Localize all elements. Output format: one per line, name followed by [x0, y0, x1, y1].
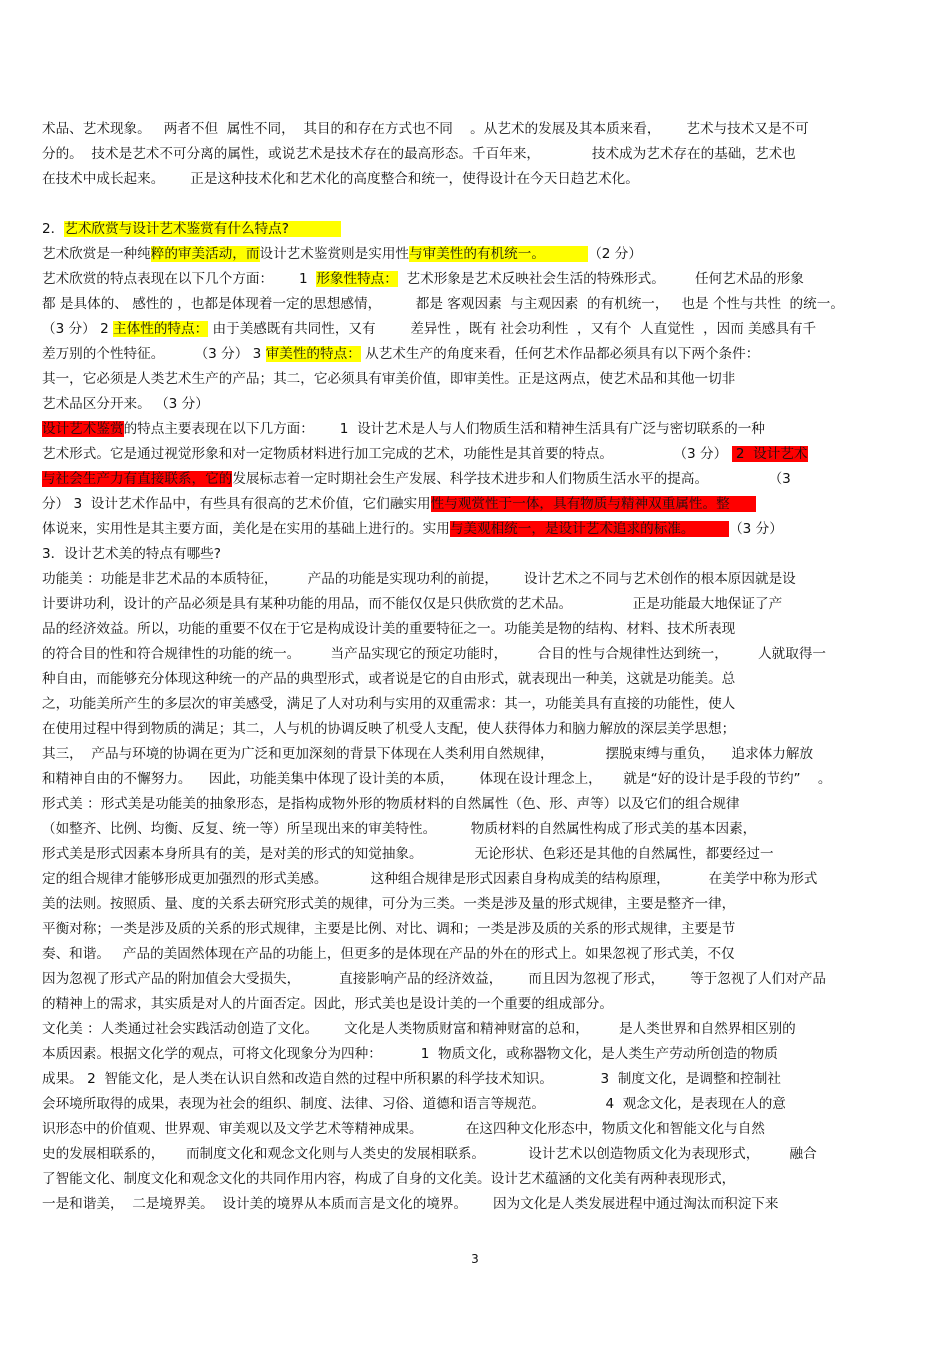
- text-line: [42, 618, 910, 640]
- text-run: 艺术欣赏的特点表现在以下几个方面： 1: [42, 271, 317, 287]
- highlight-red: 与美观相统一，是设计艺术追求的标准。: [449, 521, 730, 537]
- highlight-yellow: 粹的审美活动，而: [150, 246, 260, 262]
- text-run: 差万别的个性特征。 （3 分） 3: [42, 346, 266, 362]
- text-line: [42, 543, 910, 565]
- text-run: （3 分） 2: [42, 321, 114, 337]
- text-line: [42, 268, 910, 290]
- text-line: [42, 243, 910, 265]
- text-run: 都 是具体的、 感性的 ，也都是体现着一定的思想感情， 都是 客观因素 与主观因素 的有机统一， 也是 个性与共性 的统一。: [42, 296, 844, 312]
- highlight-red: 性与观赏性于一体，具有物质与精神双重属性。整: [430, 496, 756, 512]
- text-line: [42, 168, 910, 190]
- text-run: 种自由，而能够充分体现这种统一的产品的典型形式，或者说是它的自由形式，就表现出一种美，这就是功能美。总: [42, 671, 736, 687]
- text-run: 了智能文化、制度文化和观念文化的共同作用内容，构成了自身的文化美。设计艺术蕴涵的文化美有两种表现形式，: [42, 1171, 736, 1187]
- highlight-yellow: 与审美性的有机统一。: [409, 246, 589, 262]
- text-run: 之，功能美所产生的多层次的审美感受，满足了人对功利与实用的双重需求：其一，功能美具有直接的功能性，使人: [42, 696, 736, 712]
- text-line: [42, 518, 910, 540]
- text-line: [42, 568, 910, 590]
- text-line: [42, 768, 910, 790]
- text-line: [42, 1093, 910, 1115]
- highlight-yellow: 审美性的特点：: [265, 346, 361, 362]
- text-line: [42, 218, 910, 240]
- text-run: 形式美是形式因素本身所具有的美，是对美的形式的知觉抽象。 无论形状、色彩还是其他的自然属性，都要经过一: [42, 846, 774, 862]
- highlight-red: 设计艺术鉴赏: [42, 421, 124, 437]
- text-run: 艺术品区分开来。 （3 分）: [42, 396, 209, 412]
- text-line: [42, 368, 910, 390]
- text-run: 设计艺术鉴赏则是实用性: [259, 246, 410, 262]
- text-line: [42, 293, 910, 315]
- highlight-yellow: 艺术欣赏与设计艺术鉴赏有什么特点?: [64, 221, 341, 237]
- text-run: 史的发展相联系的， 而制度文化和观念文化则与人类史的发展相联系。 设计艺术以创造物质文化为表现形式， 融合: [42, 1146, 817, 1162]
- highlight-yellow: 形象性特点：: [316, 271, 398, 287]
- text-run: 3．设计艺术美的特点有哪些?: [42, 546, 221, 562]
- text-run: 分） 3 设计艺术作品中，有些具有很高的艺术价值，它们融实用: [42, 496, 431, 512]
- text-run: 功能美 ：功能是非艺术品的本质特征， 产品的功能是实现功利的前提， 设计艺术之不同与艺术创作的根本原因就是设: [42, 571, 796, 587]
- text-run: 艺术形式。它是通过视觉形象和对一定物质材料进行加工完成的艺术，功能性是其首要的特点。 （3 分）: [42, 446, 732, 462]
- text-line: [42, 968, 910, 990]
- highlight-red: 2 设计艺术: [731, 446, 808, 462]
- text-line: [42, 1118, 910, 1140]
- text-line: [42, 918, 910, 940]
- text-line: [42, 668, 910, 690]
- text-run: 文化美 ：人类通过社会实践活动创造了文化。 文化是人类物质财富和精神财富的总和， 是人类世界和自然界相区别的: [42, 1021, 796, 1037]
- text-line: [42, 318, 910, 340]
- text-run: （2 分）: [588, 246, 642, 262]
- text-line: [42, 1168, 910, 1190]
- text-run: 美的法则。按照质、量、度的关系去研究形式美的规律，可分为三类。一类是涉及量的形式规律，主要是整齐一律，: [42, 896, 736, 912]
- text-line: [42, 793, 910, 815]
- text-run: 的特点主要表现在以下几方面： 1 设计艺术是人与人们物质生活和精神生活具有广泛与密切联系的一种: [123, 421, 765, 437]
- text-run: 从艺术生产的角度来看，任何艺术作品都必须具有以下两个条件：: [360, 346, 760, 362]
- text-line: [42, 1043, 910, 1065]
- text-run: 术品、艺术现象。 两者不但 属性不同， 其目的和存在方式也不同 。从艺术的发展及其本质来看， 艺术与技术又是不可: [42, 121, 809, 137]
- text-line: [42, 818, 910, 840]
- text-line: [42, 393, 910, 415]
- text-line: [42, 1193, 910, 1215]
- text-run: 品的经济效益。所以，功能的重要不仅在于它是构成设计美的重要特征之一。功能美是物的结构、材料、技术所表现: [42, 621, 736, 637]
- text-run: 发展标志着一定时期社会生产发展、科学技术进步和人们物质生活水平的提高。 （3: [232, 471, 791, 487]
- page-number: 3: [471, 1252, 479, 1266]
- text-line: [42, 993, 910, 1015]
- highlight-red: 与社会生产力有直接联系，它的: [42, 471, 233, 487]
- text-run: 分的。 技术是艺术不可分离的属性，或说艺术是技术存在的最高形态。千百年来， 技术成为艺术存在的基础，艺术也: [42, 146, 796, 162]
- text-run: 成果。 2 智能文化，是人类在认识自然和改造自然的过程中所积累的科学技术知识。 3 制度文化，是调整和控制社: [42, 1071, 781, 1087]
- text-run: 在技术中成长起来。 正是这种技术化和艺术化的高度整合和统一，使得设计在今天日趋艺术化。: [42, 171, 639, 187]
- text-line: [42, 868, 910, 890]
- text-run: 由于美感既有共同性，又有 差异性 ，既有 社会功利性 ，又有个 人直觉性 ，因而 美感具有千: [208, 321, 817, 337]
- text-run: 体说来，实用性是其主要方面，美化是在实用的基础上进行的。实用: [42, 521, 450, 537]
- text-run: （3 分）: [729, 521, 783, 537]
- text-line: [42, 593, 910, 615]
- text-run: 奏、和谐。 产品的美固然体现在产品的功能上，但更多的是体现在产品的外在的形式上。如果忽视了形式美，不仅: [42, 946, 735, 962]
- text-run: 平衡对称；一类是涉及质的关系的形式规律，主要是比例、对比、调和；一类是涉及质的关系的形式规律，主要是节: [42, 921, 736, 937]
- text-line: [42, 118, 910, 140]
- text-run: 其三， 产品与环境的协调在更为广泛和更加深刻的背景下体现在人类利用自然规律， 摆脱束缚与重负， 追求体力解放: [42, 746, 814, 762]
- text-line: [42, 843, 910, 865]
- text-run: 和精神自由的不懈努力。 因此，功能美集中体现了设计美的本质， 体现在设计理念上， 就是“好的设计是手段的节约” 。: [42, 771, 832, 787]
- text-line: [42, 893, 910, 915]
- text-run: 识形态中的价值观、世界观、审美观以及文学艺术等精神成果。 在这四种文化形态中，物质文化和智能文化与自然: [42, 1121, 765, 1137]
- text-run: 形式美 ：形式美是功能美的抽象形态，是指构成物外形的物质材料的自然属性（色、形、声等）以及它们的组合规律: [42, 796, 740, 812]
- text-run: 艺术形象是艺术反映社会生活的特殊形式。 任何艺术品的形象: [397, 271, 804, 287]
- text-run: 2．: [42, 221, 65, 237]
- text-line: [42, 643, 910, 665]
- text-run: 会环境所取得的成果，表现为社会的组织、制度、法律、习俗、道德和语言等规范。 4 观念文化，是表现在人的意: [42, 1096, 786, 1112]
- text-run: 计要讲功利，设计的产品必须是具有某种功能的用品，而不能仅仅是只供欣赏的艺术品。 正是功能最大地保证了产: [42, 596, 783, 612]
- text-line: [42, 343, 910, 365]
- text-run: 一是和谐美， 二是境界美。 设计美的境界从本质而言是文化的境界。 因为文化是人类发展进程中通过淘汰而积淀下来: [42, 1196, 779, 1212]
- text-line: [42, 493, 910, 515]
- text-line: [42, 718, 910, 740]
- text-line: [42, 1068, 910, 1090]
- text-run: 的精神上的需求，其实质是对人的片面否定。因此，形式美也是设计美的一个重要的组成部分。: [42, 996, 613, 1012]
- text-line: [42, 143, 910, 165]
- text-run: 因为忽视了形式产品的附加值会大受损失， 直接影响产品的经济效益， 而且因为忽视了形式， 等于忽视了人们对产品: [42, 971, 827, 987]
- text-run: 本质因素。根据文化学的观点，可将文化现象分为四种： 1 物质文化，或称器物文化，是人类生产劳动所创造的物质: [42, 1046, 778, 1062]
- text-run: 的符合目的性和符合规律性的功能的统一。 当产品实现它的预定功能时， 合目的性与合规律性达到统一， 人就取得一: [42, 646, 827, 662]
- text-line: [42, 418, 910, 440]
- text-line: [42, 443, 910, 465]
- text-line: [42, 468, 910, 490]
- text-line: [42, 943, 910, 965]
- text-line: [42, 693, 910, 715]
- text-line: [42, 1143, 910, 1165]
- text-line: [42, 743, 910, 765]
- text-line: [42, 1018, 910, 1040]
- text-run: 其一，它必须是人类艺术生产的产品；其二，它必须具有审美价值，即审美性。正是这两点，使艺术品和其他一切非: [42, 371, 736, 387]
- highlight-yellow: 主体性的特点：: [113, 321, 209, 337]
- text-run: 艺术欣赏是一种纯: [42, 246, 151, 262]
- text-run: 定的组合规律才能够形成更加强烈的形式美感。 这种组合规律是形式因素自身构成美的结构原理， 在美学中称为形式: [42, 871, 818, 887]
- text-run: 在使用过程中得到物质的满足；其二，人与机的协调反映了机受人支配，使人获得体力和脑力解放的深层美学思想；: [42, 721, 736, 737]
- text-run: （如整齐、比例、均衡、反复、统一等）所呈现出来的审美特性。 物质材料的自然属性构成了形式美的基本因素，: [42, 821, 757, 837]
